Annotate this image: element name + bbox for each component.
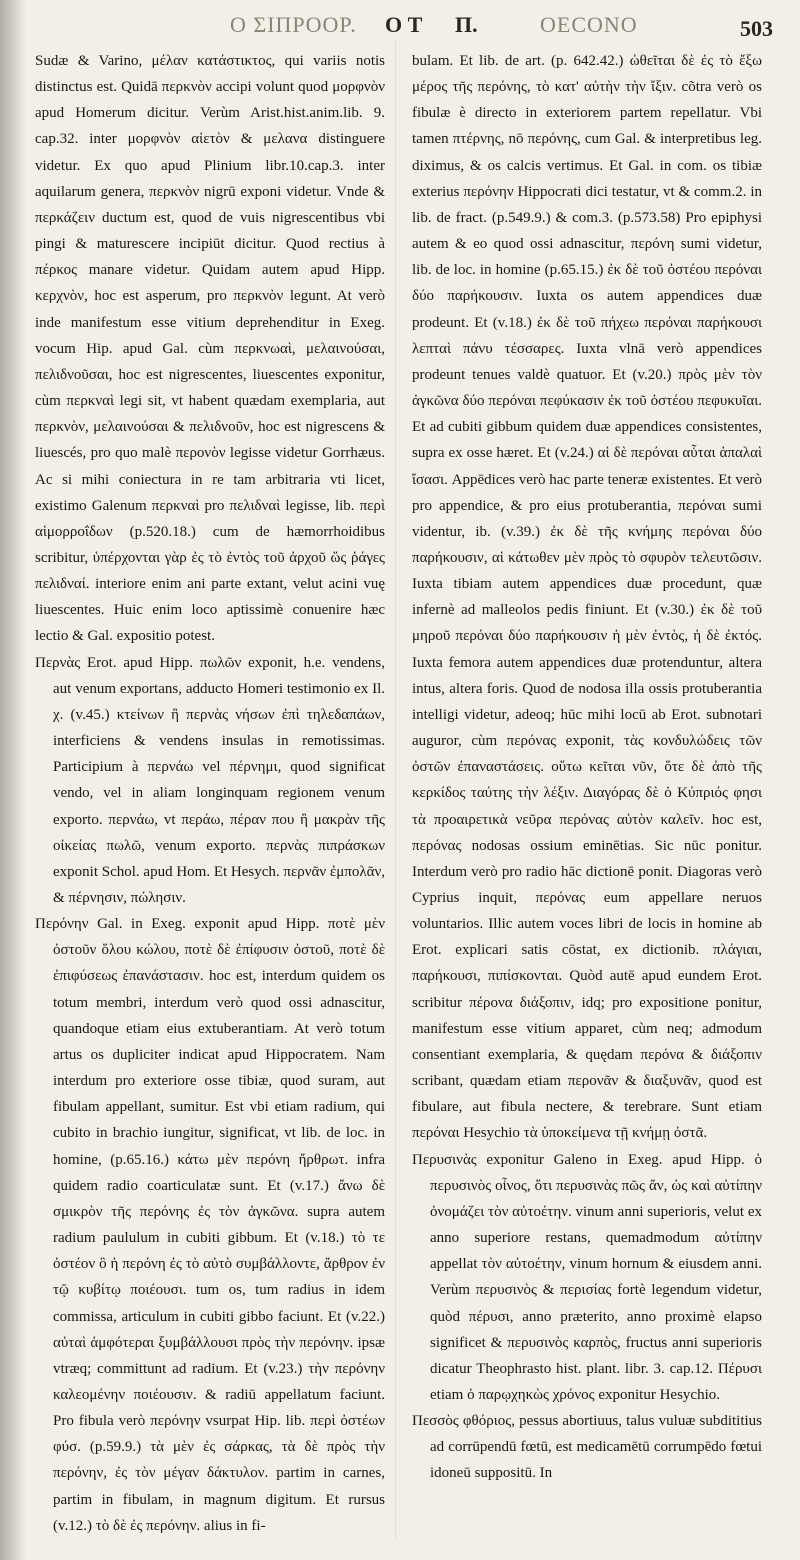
header-right-text: OECONO [540,12,638,37]
entry-pessos: Πεσσὸς φθόριος, pessus abortiuus, talus vuluæ subdititius ad corrūpendū fœtū, est medicamētū corrumpēdo fœtui idoneū suppositū. In [412,1413,762,1482]
right-paragraph-1: bulam. Et lib. de art. (p. 642.42.) ὠθεῖται δὲ ἐς τὸ ἔξω μέρος τῆς περόνης, τὸ κατ' αὐτὴν τὴν ἴξιν. cõtra verò os fibulæ è directo in exteriorem partem repellatur. Vbi tamen πτέρνης, nō περόνης, cum Gal. & interpretibus leg. diximus, & os calcis vertimus. Et Gal. in com. os tibiæ exterius περόνην Hippocrati dici testatur, vt & comm.2. in lib. de fract. (p.549.9.) & com.3. (p.573.58) Pro epiphysi autem & eo quod ossi adnascitur, περόνη sumi videtur, lib. de loc. in homine (p.65.15.) ἐκ δὲ τοῦ ὀστέου περόναι δύο παρήκουσιν. Iuxta os autem appendices duæ prodeunt. Et (v.18.) ἐκ δὲ τοῦ πήχεω περόναι παρήκουσι λεπταὶ πάνυ τέσσαρες. Iuxta vlnā verò appendices prodeunt tenues valdè quatuor. Et (v.20.) πρὸς μὲν τὸν ἀγκῶνα δύο περόναι πεφύκασιν ἐκ τοῦ ὀστέου πεφυκυῖαι. Et ad cubiti gibbum quidem duæ appendices consistentes, supra ex osse hæret. Et (v.24.) αἱ δὲ περόναι αὗται ἁπαλαὶ ἴσασι. Appēdices verò hac parte teneræ existentes. Et verò pro appendice, & pro eius protuberantia, περόναι sumi videntur, ib. (v.39.) ἐκ δὲ τῆς κνήμης περόναι δύο παρήκουσιν, αἱ κάτωθεν μὲν πρὸς τὸ σφυρὸν τελευτῶσιν. Iuxta tibiam autem appendices duæ procedunt, quæ infernè ad malleolos pedis finiunt. Et (v.30.) ἐκ δὲ τοῦ μηροῦ περόναι δύο παρήκουσιν ἡ μὲν ἐντὸς, ἡ δὲ ἐκτός. Iuxta femora autem appendices duæ protenduntur, altera intus, altera foris. Quod de nodosa illa ossis protuberantia intelligi videtur, adeoq; hūc mihi locū ab Erot. subnotari auguror, cùm περόνας exponit, τὰς κονδυλώδεις τῶν ὀστῶν ἐπαναστάσεις. οὕτω κεῖται νῦν, ὅτε δὲ ἀπὸ τῆς κερκίδος ταύτης τὴν λέξιν. Διαγόρας δὲ ὁ Κύπριός φησι τὰ προαιρετικὰ νεῦρα περόνας αὐτὸν καλεῖν. hoc est, περόνας nodosas ossium eminētias. Sic nūc ponitur. Interdum verò pro radio hāc dictionē ponit. Diagoras verò Cyprius inquit, περόνας eum appellare neruos voluntarios. Illic autem voces libri de locis in homine ab Erot. explicari satis cōstat, ex dictionib. πλάγιαι, παρήκουσι, πιπίσκονται. Quòd autē apud eundem Erot. scribitur πέρονα διάξοπιν, idq; pro expositione ponitur, manifestum esse vitium apparet, cùm neq; admodum consentiant exemplaria, & quędam περόνα & διάξοπιν scribant, quædam etiam περονᾶν & διαξυνᾶν, quod est fibulare, aut fibula nectere, & terebrare. Sunt etiam περόναι Hesychio τὰ ὑποκείμενα τῇ κνήμῃ ὀστᾶ. [412,53,762,1142]
page-number: 503 [740,16,773,41]
header-left-text: O ΣΙΠΡΟΟΡ. [230,12,357,37]
header-mid2-text: Π. [455,12,478,37]
entry-pernas: Περνὰς Erot. apud Hipp. πωλῶν exponit, h.e. vendens, aut venum exportans, adducto Homeri testimonio ex Il. χ. (v.45.) κτείνων ἢ περνὰς νήσων ἐπὶ τηλεδαπάων, interficiens & vendens insulas in remotissimas. Participium à περνάω vel πέρνημι, quod significat vendo, vel in aliam longinquam regionem venum exporto. περνάω, vt περάω, πέραν που ἢ μακρὰν τῆς οἰκείας πωλῶ, venum exporto. περνὰς πιπράσκων exponit Schol. apud Hom. Et Hesych. περνᾶν ἐμπολᾶν, & πέρνησιν, πώλησιν. [35,654,385,906]
header-mid-text: O Τ [385,12,423,37]
entry-perysinas: Περυσινὰς exponitur Galeno in Exeg. apud Hipp. ὁ περυσινὸς οἶνος, ὅτι περυσινὰς πῶς ἄν, ὡς καὶ αὐτίπην ὀνομάζει τὸν αὐτοέτην. vinum anni superioris, velut ex anno superiore restans, quemadmodum αὐτίπην appellat τὸν αὐτοέτην, vinum hornum & eiusdem anni. Verùm περυσινὸς & περισίας fortè legendum videtur, quòd πέρυσι, anno præterito, anno proximè elapso significet & περυσινὸς καρπὸς, fructus anni superioris dicatur Theophrasto hist. plant. libr. 3. cap.12. Πέρυσι etiam ὁ παρῳχηκὼς χρόνος exponitur Hesychio. [412,1151,762,1403]
left-paragraph-1: Sudæ & Varino, μέλαν κατάστικτος, qui variis notis distinctus est. Quidā περκνὸν accipi volunt quod μορφνὸν apud Homerum dicitur. Verùm Arist.hist.anim.lib. 9. cap.32. inter μορφνὸν αἰετὸν & μελανα distinguere videtur. Ex quo apud Plinium libr.10.cap.3. inter aquilarum genera, περκνὸν nigrū exponi videtur. Vnde & περκάζειν ductum est, quod de vuis nigrescentibus vbi pingi & maturescere incipiūt dicitur. Quod rectius à πέρκος manare videtur. Quidam autem apud Hipp. κερχνὸν, hoc est asperum, pro περκνὸν legunt. At verò inde manifestum esse vitium deprehenditur in Exeg. vocum Hip. apud Gal. cùm περκνωαὶ, μελαινούσαι, πελιδνοῦσαι, hoc est nigrescentes, liuescentes exponitur, cùm περκναὶ legi sit, vt habent quædam exemplaria, aut περκνὸν, μελαινούσαι & πελιδνοῦν, hoc est nigrescens & liuescés, pro quo malè περονὸν legisse videtur Gorrhæus. Ac si mihi coniectura in re tam arbitraria vti licet, existimo Galenum περκναὶ pro πελιδναὶ legisse, lib. περὶ αἱμορροΐδων (p.520.18.) cum de hæmorrhoidibus scribitur, ὑπέρχονται γὰρ ἐς τὸ ἐντὸς τοῦ ἀρχοῦ ὥς ῥάγες πελιδναί. interiore enim ani parte extant, velut acini vuę liuescentes. Huic enim loco aptissimè conuenire hæc lectio & Gal. expositio potest. [35,53,385,645]
right-column [412,48,762,1487]
left-column [35,48,385,1539]
entry-peronen: Περόνην Gal. in Exeg. exponit apud Hipp. ποτὲ μὲν ὀστοῦν ὅλου κώλου, ποτὲ δὲ ἐπίφυσιν ὀστοῦ, ποτὲ δὲ ἐπιφύσεως ἐπανάστασιν. hoc est, interdum quidem os totum membri, interdum verò quod ossi adnascitur, quandoque etiam eius extuberantiam. At verò totum artus os dupliciter indicat apud Hippocratem. Nam interdum pro exteriore osse tibiæ, quod suram, aut fibulam appellant, sumitur. Est vbi etiam radium, qui cubito in brachio iungitur, significat, vt lib. de loc. in homine, (p.65.16.) κάτω μὲν περόνη ἤρθρωτ. infra quidem radio coarticulatæ sunt. Et (v.17.) ἄνω δὲ σμικρὸν τῆς περόνης ἐς τὸν ἀγκῶνα. supra autem radium paululum in cubiti gibbum. Et (v.18.) τὸ τε ὀστέον ὃ ἡ περόνη ἐς τὸ αὐτὸ συμβάλλοντε, ἄρθρον ἐν τῷ κυβίτῳ ποιέουσι. tum os, tum radius in idem commissa, articulum in cubiti gibbo faciunt. Et (v.22.) αὐταὶ ἀμφότεραι ξυμβάλλουσι πρὸς τὴν περόνην. ipsæ vtræq; committunt ad radium. Et (v.23.) τὴν περόνην καλεομένην ποιέουσιν. & radiū appellatum faciunt. Pro fibula verò περόνην vsurpat Hip. lib. περὶ ὀστέων φύσ. (p.59.9.) τὰ μὲν ἐς σάρκας, τὰ δὲ πρὸς τὴν περόνην, ἐς τὸν μέγαν δάκτυλον. partim in carnes, partim in fibulam, in magnum digitum. Et rursus (v.12.) τὸ δὲ ἐς περόνην. alius in fi- [35,916,385,1534]
column-divider [395,40,396,1540]
page-gutter-shadow [0,0,26,1560]
running-header [0,12,800,52]
